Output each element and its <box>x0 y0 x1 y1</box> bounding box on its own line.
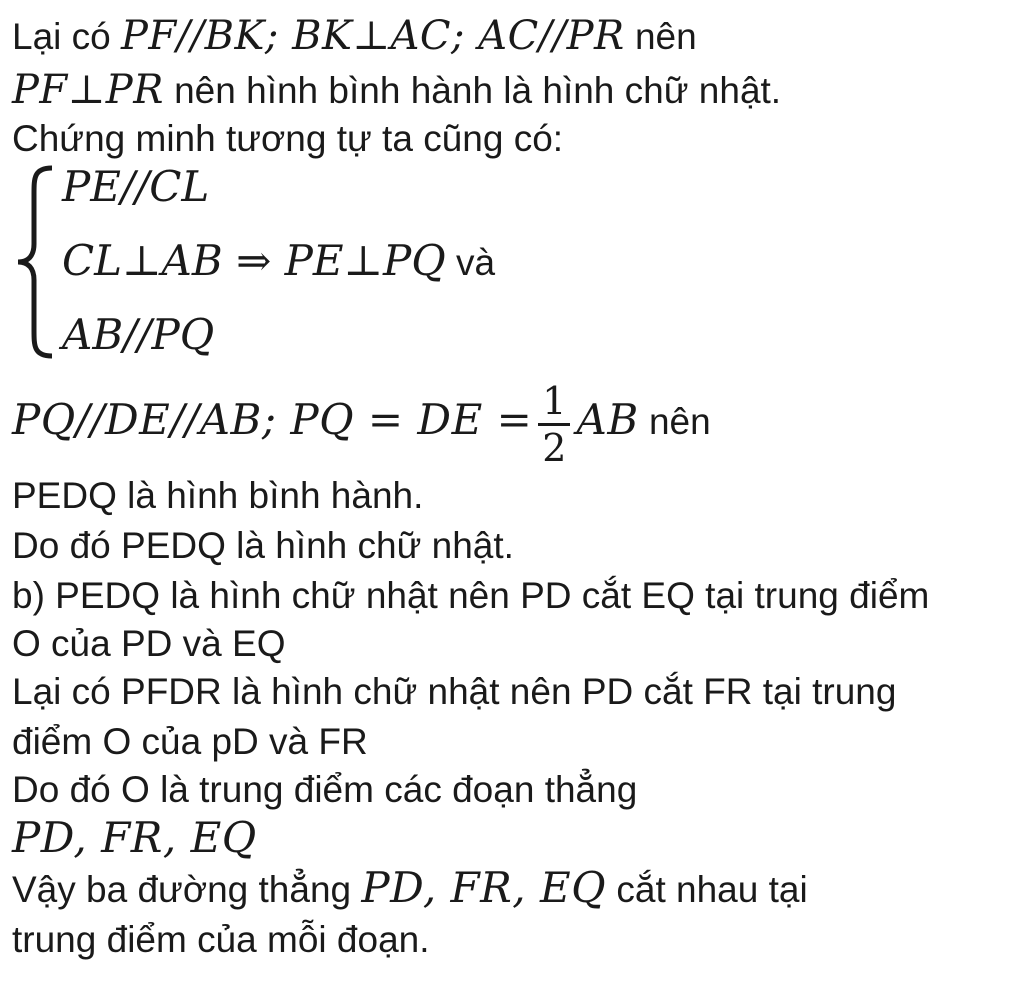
system-line-2 <box>62 236 495 288</box>
math-parallel-perp-1: PF//BK; BK⊥AC; AC//PR <box>121 13 625 59</box>
text-parallelogram: PEDQ là hình bình hành. <box>12 475 424 516</box>
text-similarly: Chứng minh tương tự ta cũng có: <box>12 118 564 159</box>
line-1 <box>12 14 697 59</box>
system-line-1 <box>62 162 209 212</box>
text-rectangle-conclusion: nên hình bình hành là hình chữ nhật. <box>163 70 782 111</box>
math-pe-parallel-cl: PE//CL <box>62 162 210 211</box>
text-va: và <box>445 242 496 283</box>
line-2 <box>12 68 781 113</box>
math-pq-de-ab: PQ//DE//AB; PQ = DE = <box>12 395 533 444</box>
text-therefore-o: Do đó O là trung điểm các đoạn thẳng <box>12 769 638 810</box>
text-nen: nên <box>624 16 697 57</box>
system-line-3 <box>62 310 214 360</box>
text-nen-2: nên <box>638 401 711 442</box>
math-ab-parallel-pq: AB//PQ <box>62 310 215 359</box>
text-pfdr-rectangle: Lại có PFDR là hình chữ nhật nên PD cắt FR tại trung <box>12 671 897 712</box>
line-10 <box>12 720 368 764</box>
line-13 <box>12 863 808 912</box>
text-three-lines: Vậy ba đường thẳng <box>12 869 362 910</box>
line-9 <box>12 670 896 714</box>
text-lai-co: Lại có <box>12 16 122 57</box>
math-ab: AB <box>576 395 639 444</box>
fraction-one-half <box>538 379 570 470</box>
text-midpoint-o: O của PD và EQ <box>12 623 286 664</box>
math-cl-perp-ab-implies: CL⊥AB ⇒ PE⊥PQ <box>62 236 446 285</box>
text-intersect: cắt nhau tại <box>606 869 808 910</box>
line-equation <box>12 372 711 470</box>
line-3 <box>12 117 563 161</box>
text-midpoint-each: trung điểm của mỗi đoạn. <box>12 919 430 960</box>
line-12 <box>12 813 257 862</box>
line-6 <box>12 524 514 568</box>
math-pf-perp-pr: PF⊥PR <box>12 67 164 113</box>
text-rectangle: Do đó PEDQ là hình chữ nhật. <box>12 525 514 566</box>
fraction-denominator: 2 <box>542 425 567 470</box>
math-pd-fr-eq-2: PD, FR, EQ <box>361 863 607 912</box>
left-brace-icon <box>14 164 58 360</box>
line-8 <box>12 622 286 666</box>
line-5 <box>12 474 423 518</box>
line-11 <box>12 768 637 812</box>
line-7 <box>12 574 929 618</box>
line-14 <box>12 918 430 962</box>
text-part-b: b) PEDQ là hình chữ nhật nên PD cắt EQ tại trung điểm <box>12 575 930 616</box>
math-pd-fr-eq: PD, FR, EQ <box>12 813 257 862</box>
text-midpoint-o-fr: điểm O của pD và FR <box>12 721 368 762</box>
fraction-numerator: 1 <box>538 379 570 426</box>
